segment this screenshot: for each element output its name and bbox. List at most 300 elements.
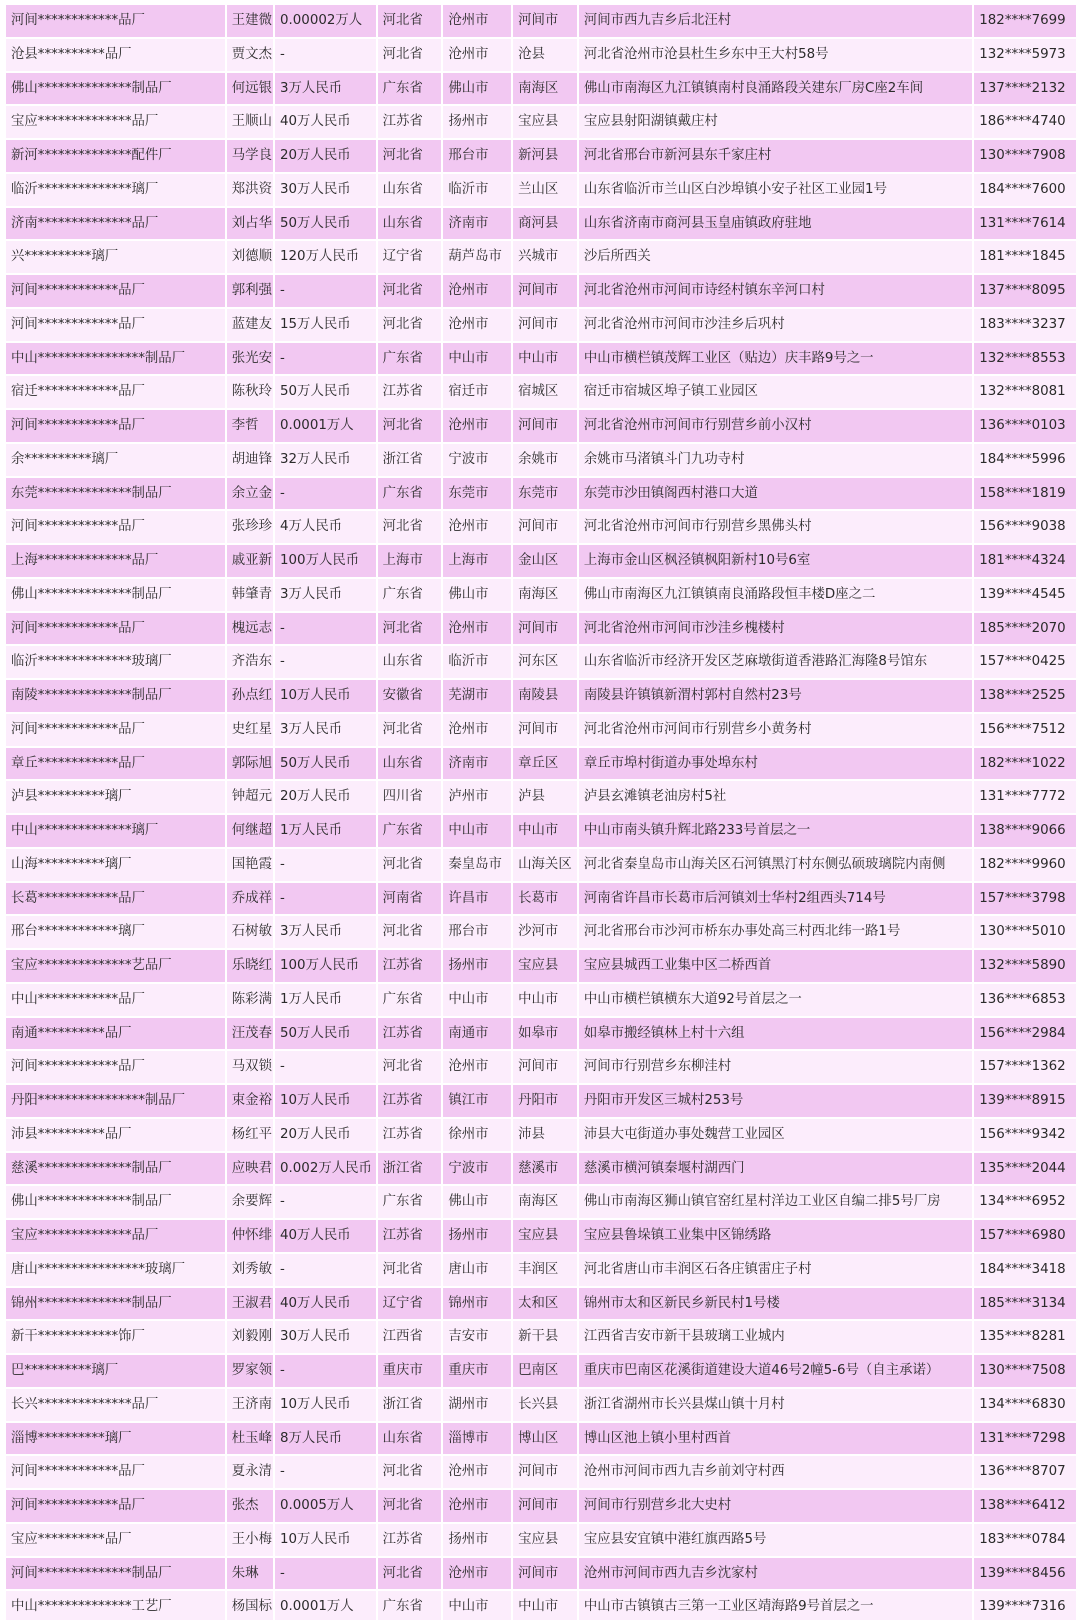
company-name-cell: 河间************品厂 <box>6 1051 225 1083</box>
address-cell: 江西省吉安市新干县玻璃工业城内 <box>579 1321 972 1353</box>
legal-rep-cell: 王淑君 <box>227 1288 273 1320</box>
province-cell: 江苏省 <box>378 1018 442 1050</box>
district-cell: 河间市 <box>513 1051 577 1083</box>
table-row <box>6 1321 1076 1353</box>
table-row <box>6 1051 1076 1083</box>
table-row <box>6 680 1076 712</box>
district-cell: 中山市 <box>513 984 577 1016</box>
city-cell: 中山市 <box>443 815 511 847</box>
phone-cell: 139****8915 <box>974 1085 1076 1117</box>
company-name-cell: 济南**************品厂 <box>6 208 225 240</box>
province-cell: 江苏省 <box>378 950 442 982</box>
province-cell: 浙江省 <box>378 1389 442 1421</box>
province-cell: 河北省 <box>378 714 442 746</box>
legal-rep-cell: 郭际旭 <box>227 748 273 780</box>
phone-cell: 157****6980 <box>974 1220 1076 1252</box>
district-cell: 新干县 <box>513 1321 577 1353</box>
city-cell: 秦皇岛市 <box>443 849 511 881</box>
phone-cell: 186****4740 <box>974 106 1076 138</box>
legal-rep-cell: 杜玉峰 <box>227 1423 273 1455</box>
table-row <box>6 950 1076 982</box>
city-cell: 扬州市 <box>443 106 511 138</box>
city-cell: 临沂市 <box>443 174 511 206</box>
province-cell: 江苏省 <box>378 1524 442 1556</box>
city-cell: 佛山市 <box>443 1186 511 1218</box>
address-cell: 河间市西九吉乡后北汪村 <box>579 5 972 37</box>
city-cell: 佛山市 <box>443 579 511 611</box>
district-cell: 中山市 <box>513 815 577 847</box>
city-cell: 中山市 <box>443 984 511 1016</box>
company-name-cell: 上海**************品厂 <box>6 545 225 577</box>
company-name-cell: 章丘************品厂 <box>6 748 225 780</box>
city-cell: 济南市 <box>443 748 511 780</box>
company-name-cell: 新河**************配件厂 <box>6 140 225 172</box>
phone-cell: 139****8456 <box>974 1558 1076 1590</box>
province-cell: 河北省 <box>378 1558 442 1590</box>
legal-rep-cell: 汪茂春 <box>227 1018 273 1050</box>
district-cell: 金山区 <box>513 545 577 577</box>
city-cell: 扬州市 <box>443 950 511 982</box>
company-name-cell: 淄博**********璃厂 <box>6 1423 225 1455</box>
city-cell: 沧州市 <box>443 511 511 543</box>
capital-cell: 40万人民币 <box>275 1220 376 1252</box>
province-cell: 河北省 <box>378 5 442 37</box>
city-cell: 邢台市 <box>443 916 511 948</box>
address-cell: 佛山市南海区九江镇镇南村良涌路段关建东厂房C座2车间 <box>579 73 972 105</box>
district-cell: 南海区 <box>513 73 577 105</box>
legal-rep-cell: 国艳霞 <box>227 849 273 881</box>
district-cell: 河间市 <box>513 410 577 442</box>
province-cell: 广东省 <box>378 478 442 510</box>
capital-cell: - <box>275 478 376 510</box>
capital-cell: - <box>275 1186 376 1218</box>
company-name-cell: 南通**********品厂 <box>6 1018 225 1050</box>
legal-rep-cell: 张杰 <box>227 1490 273 1522</box>
province-cell: 河北省 <box>378 916 442 948</box>
capital-cell: 120万人民币 <box>275 241 376 273</box>
district-cell: 山海关区 <box>513 849 577 881</box>
city-cell: 沧州市 <box>443 410 511 442</box>
table-row <box>6 1186 1076 1218</box>
province-cell: 河北省 <box>378 410 442 442</box>
phone-cell: 156****9342 <box>974 1119 1076 1151</box>
company-name-cell: 河间************品厂 <box>6 714 225 746</box>
city-cell: 吉安市 <box>443 1321 511 1353</box>
province-cell: 重庆市 <box>378 1355 442 1387</box>
district-cell: 河间市 <box>513 511 577 543</box>
legal-rep-cell: 贾文杰 <box>227 39 273 71</box>
legal-rep-cell: 戚亚新 <box>227 545 273 577</box>
province-cell: 山东省 <box>378 748 442 780</box>
province-cell: 河北省 <box>378 1254 442 1286</box>
company-name-cell: 南陵**************制品厂 <box>6 680 225 712</box>
table-row <box>6 1558 1076 1590</box>
phone-cell: 181****1845 <box>974 241 1076 273</box>
district-cell: 中山市 <box>513 1591 577 1620</box>
address-cell: 河北省沧州市河间市行别营乡前小汉村 <box>579 410 972 442</box>
city-cell: 沧州市 <box>443 714 511 746</box>
phone-cell: 138****9066 <box>974 815 1076 847</box>
legal-rep-cell: 乔成祥 <box>227 883 273 915</box>
phone-cell: 132****5890 <box>974 950 1076 982</box>
city-cell: 唐山市 <box>443 1254 511 1286</box>
table-row <box>6 208 1076 240</box>
legal-rep-cell: 束金裕 <box>227 1085 273 1117</box>
district-cell: 博山区 <box>513 1423 577 1455</box>
table-row <box>6 174 1076 206</box>
table-row <box>6 781 1076 813</box>
district-cell: 南海区 <box>513 1186 577 1218</box>
district-cell: 河间市 <box>513 5 577 37</box>
city-cell: 扬州市 <box>443 1220 511 1252</box>
legal-rep-cell: 杨红平 <box>227 1119 273 1151</box>
company-name-cell: 唐山****************玻璃厂 <box>6 1254 225 1286</box>
phone-cell: 184****3418 <box>974 1254 1076 1286</box>
phone-cell: 183****3237 <box>974 309 1076 341</box>
table-row <box>6 309 1076 341</box>
province-cell: 河北省 <box>378 511 442 543</box>
address-cell: 山东省济南市商河县玉皇庙镇政府驻地 <box>579 208 972 240</box>
address-cell: 河北省沧州市河间市沙洼乡后巩村 <box>579 309 972 341</box>
company-name-cell: 宝应**************品厂 <box>6 1220 225 1252</box>
company-name-cell: 巴**********璃厂 <box>6 1355 225 1387</box>
company-name-cell: 临沂**************玻璃厂 <box>6 646 225 678</box>
district-cell: 河间市 <box>513 613 577 645</box>
address-cell: 佛山市南海区九江镇镇南良涌路段恒丰楼D座之二 <box>579 579 972 611</box>
district-cell: 宿城区 <box>513 376 577 408</box>
legal-rep-cell: 王济南 <box>227 1389 273 1421</box>
phone-cell: 137****2132 <box>974 73 1076 105</box>
address-cell: 宝应县射阳湖镇戴庄村 <box>579 106 972 138</box>
table-row <box>6 343 1076 375</box>
company-name-cell: 佛山**************制品厂 <box>6 73 225 105</box>
district-cell: 丹阳市 <box>513 1085 577 1117</box>
city-cell: 沧州市 <box>443 275 511 307</box>
province-cell: 广东省 <box>378 1591 442 1620</box>
capital-cell: - <box>275 343 376 375</box>
capital-cell: 3万人民币 <box>275 714 376 746</box>
address-cell: 沧州市河间市西九吉乡沈家村 <box>579 1558 972 1590</box>
district-cell: 南海区 <box>513 579 577 611</box>
phone-cell: 181****4324 <box>974 545 1076 577</box>
table-row <box>6 748 1076 780</box>
capital-cell: 100万人民币 <box>275 950 376 982</box>
city-cell: 沧州市 <box>443 1456 511 1488</box>
company-name-cell: 河间************品厂 <box>6 1456 225 1488</box>
capital-cell: 3万人民币 <box>275 73 376 105</box>
phone-cell: 135****8281 <box>974 1321 1076 1353</box>
district-cell: 商河县 <box>513 208 577 240</box>
capital-cell: 0.0001万人 <box>275 410 376 442</box>
address-cell: 重庆市巴南区花溪街道建设大道46号2幢5-6号（自主承诺） <box>579 1355 972 1387</box>
table-row <box>6 478 1076 510</box>
company-name-cell: 慈溪**************制品厂 <box>6 1153 225 1185</box>
company-name-cell: 锦州**************制品厂 <box>6 1288 225 1320</box>
legal-rep-cell: 仲怀绯 <box>227 1220 273 1252</box>
capital-cell: - <box>275 1456 376 1488</box>
address-cell: 沛县大屯街道办事处魏营工业园区 <box>579 1119 972 1151</box>
legal-rep-cell: 王小梅 <box>227 1524 273 1556</box>
phone-cell: 138****2525 <box>974 680 1076 712</box>
phone-cell: 136****8707 <box>974 1456 1076 1488</box>
address-cell: 东莞市沙田镇阁西村港口大道 <box>579 478 972 510</box>
table-row <box>6 106 1076 138</box>
phone-cell: 136****0103 <box>974 410 1076 442</box>
province-cell: 江苏省 <box>378 376 442 408</box>
table-row <box>6 1220 1076 1252</box>
district-cell: 中山市 <box>513 343 577 375</box>
address-cell: 河北省邢台市新河县东千家庄村 <box>579 140 972 172</box>
city-cell: 佛山市 <box>443 73 511 105</box>
province-cell: 广东省 <box>378 579 442 611</box>
district-cell: 河间市 <box>513 309 577 341</box>
district-cell: 沛县 <box>513 1119 577 1151</box>
legal-rep-cell: 石树敏 <box>227 916 273 948</box>
legal-rep-cell: 郑洪资 <box>227 174 273 206</box>
table-row <box>6 1119 1076 1151</box>
address-cell: 章丘市埠村街道办事处埠东村 <box>579 748 972 780</box>
capital-cell: 15万人民币 <box>275 309 376 341</box>
company-name-cell: 河间************品厂 <box>6 309 225 341</box>
capital-cell: - <box>275 1254 376 1286</box>
company-name-cell: 河间************品厂 <box>6 613 225 645</box>
table-row <box>6 815 1076 847</box>
city-cell: 锦州市 <box>443 1288 511 1320</box>
district-cell: 南陵县 <box>513 680 577 712</box>
phone-cell: 182****7699 <box>974 5 1076 37</box>
legal-rep-cell: 王建微 <box>227 5 273 37</box>
legal-rep-cell: 韩肇青 <box>227 579 273 611</box>
legal-rep-cell: 杨国标 <box>227 1591 273 1620</box>
phone-cell: 156****2984 <box>974 1018 1076 1050</box>
company-table <box>4 3 1078 1620</box>
capital-cell: 4万人民币 <box>275 511 376 543</box>
province-cell: 河北省 <box>378 1051 442 1083</box>
city-cell: 徐州市 <box>443 1119 511 1151</box>
table-row <box>6 916 1076 948</box>
table-row <box>6 883 1076 915</box>
province-cell: 河北省 <box>378 140 442 172</box>
table-row <box>6 1085 1076 1117</box>
company-name-cell: 河间************品厂 <box>6 511 225 543</box>
capital-cell: - <box>275 883 376 915</box>
province-cell: 河北省 <box>378 309 442 341</box>
capital-cell: 10万人民币 <box>275 1389 376 1421</box>
province-cell: 广东省 <box>378 73 442 105</box>
legal-rep-cell: 余立金 <box>227 478 273 510</box>
district-cell: 东莞市 <box>513 478 577 510</box>
company-name-cell: 长葛************品厂 <box>6 883 225 915</box>
city-cell: 芜湖市 <box>443 680 511 712</box>
district-cell: 宝应县 <box>513 950 577 982</box>
province-cell: 山东省 <box>378 208 442 240</box>
legal-rep-cell: 孙点红 <box>227 680 273 712</box>
phone-cell: 137****8095 <box>974 275 1076 307</box>
address-cell: 佛山市南海区狮山镇官窑红星村洋边工业区自编二排5号厂房 <box>579 1186 972 1218</box>
province-cell: 江苏省 <box>378 1119 442 1151</box>
table-row <box>6 545 1076 577</box>
city-cell: 临沂市 <box>443 646 511 678</box>
address-cell: 锦州市太和区新民乡新民村1号楼 <box>579 1288 972 1320</box>
phone-cell: 182****1022 <box>974 748 1076 780</box>
address-cell: 如皋市搬经镇林上村十六组 <box>579 1018 972 1050</box>
capital-cell: 40万人民币 <box>275 106 376 138</box>
address-cell: 泸县玄滩镇老油房村5社 <box>579 781 972 813</box>
capital-cell: 8万人民币 <box>275 1423 376 1455</box>
address-cell: 中山市南头镇升辉北路233号首层之一 <box>579 815 972 847</box>
city-cell: 许昌市 <box>443 883 511 915</box>
district-cell: 兰山区 <box>513 174 577 206</box>
address-cell: 河北省邢台市沙河市桥东办事处高三村西北纬一路1号 <box>579 916 972 948</box>
table-row <box>6 1423 1076 1455</box>
province-cell: 河北省 <box>378 275 442 307</box>
company-name-cell: 山海**********璃厂 <box>6 849 225 881</box>
table-row <box>6 1591 1076 1620</box>
phone-cell: 139****7316 <box>974 1591 1076 1620</box>
province-cell: 河北省 <box>378 613 442 645</box>
legal-rep-cell: 乐晓红 <box>227 950 273 982</box>
city-cell: 中山市 <box>443 1591 511 1620</box>
district-cell: 宝应县 <box>513 106 577 138</box>
phone-cell: 157****1362 <box>974 1051 1076 1083</box>
province-cell: 广东省 <box>378 815 442 847</box>
table-row <box>6 1456 1076 1488</box>
capital-cell: 50万人民币 <box>275 208 376 240</box>
company-name-cell: 中山**************璃厂 <box>6 815 225 847</box>
legal-rep-cell: 刘占华 <box>227 208 273 240</box>
table-row <box>6 140 1076 172</box>
district-cell: 河间市 <box>513 1558 577 1590</box>
district-cell: 沧县 <box>513 39 577 71</box>
table-row <box>6 73 1076 105</box>
table-row <box>6 984 1076 1016</box>
province-cell: 河北省 <box>378 849 442 881</box>
capital-cell: 10万人民币 <box>275 680 376 712</box>
city-cell: 沧州市 <box>443 613 511 645</box>
city-cell: 沧州市 <box>443 309 511 341</box>
province-cell: 安徽省 <box>378 680 442 712</box>
legal-rep-cell: 夏永清 <box>227 1456 273 1488</box>
district-cell: 宝应县 <box>513 1220 577 1252</box>
legal-rep-cell: 马学良 <box>227 140 273 172</box>
company-name-cell: 宝应**************品厂 <box>6 106 225 138</box>
address-cell: 博山区池上镇小里村西首 <box>579 1423 972 1455</box>
address-cell: 宝应县安宜镇中港红旗西路5号 <box>579 1524 972 1556</box>
province-cell: 江苏省 <box>378 1220 442 1252</box>
province-cell: 河北省 <box>378 39 442 71</box>
legal-rep-cell: 何继超 <box>227 815 273 847</box>
city-cell: 济南市 <box>443 208 511 240</box>
company-name-cell: 河间************品厂 <box>6 410 225 442</box>
legal-rep-cell: 何远银 <box>227 73 273 105</box>
city-cell: 南通市 <box>443 1018 511 1050</box>
capital-cell: - <box>275 1558 376 1590</box>
district-cell: 巴南区 <box>513 1355 577 1387</box>
phone-cell: 183****0784 <box>974 1524 1076 1556</box>
capital-cell: 20万人民币 <box>275 1119 376 1151</box>
district-cell: 长兴县 <box>513 1389 577 1421</box>
province-cell: 浙江省 <box>378 1153 442 1185</box>
table-row <box>6 1288 1076 1320</box>
phone-cell: 157****3798 <box>974 883 1076 915</box>
city-cell: 中山市 <box>443 343 511 375</box>
address-cell: 宝应县鲁垛镇工业集中区锦绣路 <box>579 1220 972 1252</box>
legal-rep-cell: 槐远志 <box>227 613 273 645</box>
legal-rep-cell: 罗家领 <box>227 1355 273 1387</box>
province-cell: 河北省 <box>378 1456 442 1488</box>
district-cell: 太和区 <box>513 1288 577 1320</box>
capital-cell: 50万人民币 <box>275 1018 376 1050</box>
address-cell: 中山市古镇镇古三第一工业区靖海路9号首层之一 <box>579 1591 972 1620</box>
district-cell: 沙河市 <box>513 916 577 948</box>
address-cell: 南陵县许镇镇新渭村郭村自然村23号 <box>579 680 972 712</box>
phone-cell: 185****3134 <box>974 1288 1076 1320</box>
legal-rep-cell: 刘秀敏 <box>227 1254 273 1286</box>
phone-cell: 130****7508 <box>974 1355 1076 1387</box>
capital-cell: - <box>275 275 376 307</box>
province-cell: 辽宁省 <box>378 241 442 273</box>
address-cell: 河北省沧州市河间市沙洼乡槐楼村 <box>579 613 972 645</box>
phone-cell: 156****7512 <box>974 714 1076 746</box>
address-cell: 河北省沧州市河间市诗经村镇东辛河口村 <box>579 275 972 307</box>
phone-cell: 131****7614 <box>974 208 1076 240</box>
city-cell: 东莞市 <box>443 478 511 510</box>
legal-rep-cell: 齐浩东 <box>227 646 273 678</box>
company-name-cell: 临沂**************璃厂 <box>6 174 225 206</box>
address-cell: 宝应县城西工业集中区二桥西首 <box>579 950 972 982</box>
capital-cell: 30万人民币 <box>275 174 376 206</box>
company-name-cell: 邢台************璃厂 <box>6 916 225 948</box>
company-name-cell: 河间**************制品厂 <box>6 1558 225 1590</box>
address-cell: 河间市行别营乡东柳洼村 <box>579 1051 972 1083</box>
province-cell: 四川省 <box>378 781 442 813</box>
legal-rep-cell: 应映君 <box>227 1153 273 1185</box>
capital-cell: 3万人民币 <box>275 579 376 611</box>
city-cell: 宁波市 <box>443 1153 511 1185</box>
province-cell: 山东省 <box>378 646 442 678</box>
province-cell: 江苏省 <box>378 1085 442 1117</box>
phone-cell: 158****1819 <box>974 478 1076 510</box>
address-cell: 河南省许昌市长葛市后河镇刘士华村2组西头714号 <box>579 883 972 915</box>
city-cell: 沧州市 <box>443 1490 511 1522</box>
address-cell: 余姚市马渚镇斗门九功寺村 <box>579 444 972 476</box>
address-cell: 河北省唐山市丰润区石各庄镇雷庄子村 <box>579 1254 972 1286</box>
city-cell: 宿迁市 <box>443 376 511 408</box>
legal-rep-cell: 马双锁 <box>227 1051 273 1083</box>
table-body <box>6 5 1076 1620</box>
table-row <box>6 714 1076 746</box>
phone-cell: 136****6853 <box>974 984 1076 1016</box>
province-cell: 浙江省 <box>378 444 442 476</box>
legal-rep-cell: 陈彩满 <box>227 984 273 1016</box>
table-row <box>6 39 1076 71</box>
phone-cell: 134****6952 <box>974 1186 1076 1218</box>
province-cell: 广东省 <box>378 1186 442 1218</box>
capital-cell: - <box>275 613 376 645</box>
city-cell: 沧州市 <box>443 1051 511 1083</box>
phone-cell: 131****7298 <box>974 1423 1076 1455</box>
province-cell: 辽宁省 <box>378 1288 442 1320</box>
city-cell: 沧州市 <box>443 1558 511 1590</box>
company-name-cell: 丹阳****************制品厂 <box>6 1085 225 1117</box>
table-row <box>6 275 1076 307</box>
table-row <box>6 1355 1076 1387</box>
capital-cell: 1万人民币 <box>275 815 376 847</box>
table-row <box>6 849 1076 881</box>
capital-cell: - <box>275 1051 376 1083</box>
address-cell: 河北省沧州市河间市行别营乡小黄务村 <box>579 714 972 746</box>
address-cell: 山东省临沂市兰山区白沙埠镇小安子社区工业园1号 <box>579 174 972 206</box>
